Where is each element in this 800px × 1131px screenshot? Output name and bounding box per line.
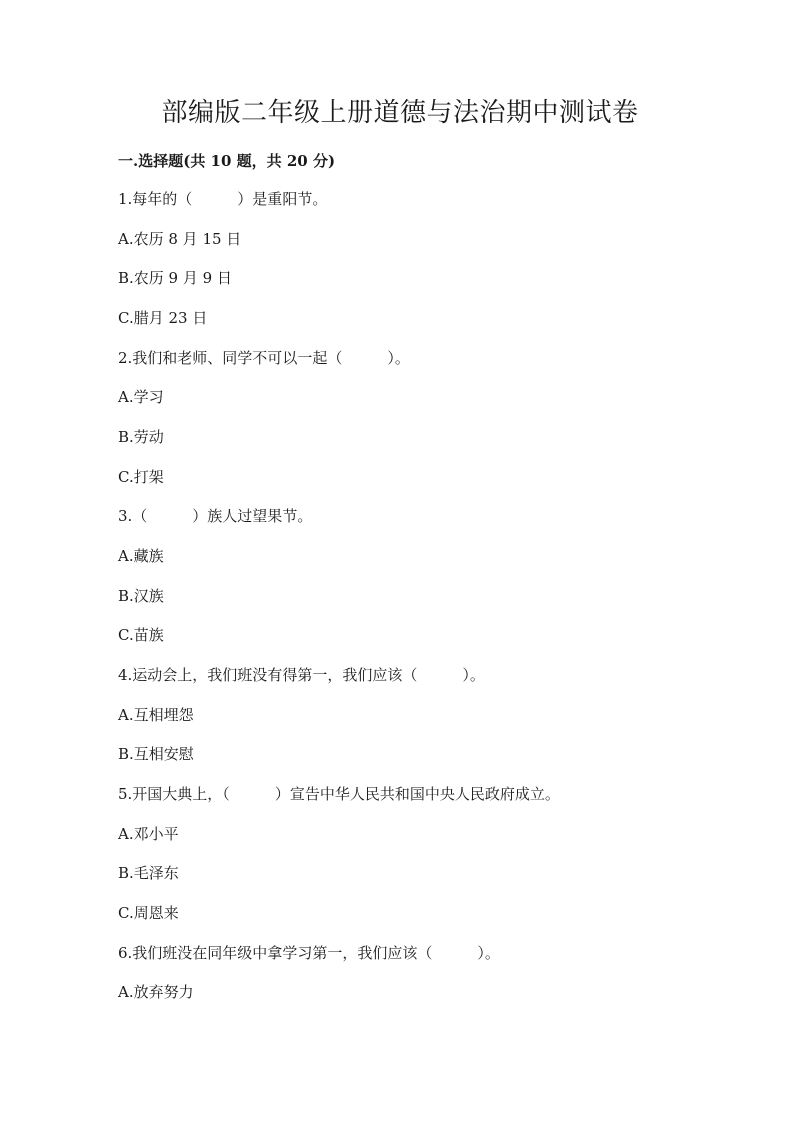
question-2: 2.我们和老师、同学不可以一起（ ）。 [118, 349, 410, 367]
option-4a: A.互相埋怨 [118, 706, 194, 724]
question-6: 6.我们班没在同年级中拿学习第一，我们应该（ ）。 [118, 944, 500, 962]
option-2a: A.学习 [118, 388, 164, 406]
option-5b: B.毛泽东 [118, 864, 179, 882]
option-1a: A.农历 8 月 15 日 [118, 230, 242, 248]
question-4: 4.运动会上，我们班没有得第一，我们应该（ ）。 [118, 666, 485, 684]
option-3a: A.藏族 [118, 547, 164, 565]
option-3b: B.汉族 [118, 587, 164, 605]
document-title: 部编版二年级上册道德与法治期中测试卷 [161, 98, 639, 128]
question-5: 5.开国大典上，（ ）宣告中华人民共和国中央人民政府成立。 [118, 785, 560, 803]
option-1c: C.腊月 23 日 [118, 309, 208, 327]
option-3c: C.苗族 [118, 626, 164, 644]
question-1: 1.每年的（ ）是重阳节。 [118, 190, 328, 208]
option-6a: A.放弃努力 [118, 983, 194, 1001]
option-5a: A.邓小平 [118, 825, 179, 843]
section-heading: 一.选择题(共 10 题，共 20 分) [118, 152, 336, 170]
option-2b: B.劳动 [118, 428, 164, 446]
option-2c: C.打架 [118, 468, 164, 486]
option-4b: B.互相安慰 [118, 745, 194, 763]
question-3: 3.（ ）族人过望果节。 [118, 507, 313, 525]
option-5c: C.周恩来 [118, 904, 179, 922]
option-1b: B.农历 9 月 9 日 [118, 269, 232, 287]
